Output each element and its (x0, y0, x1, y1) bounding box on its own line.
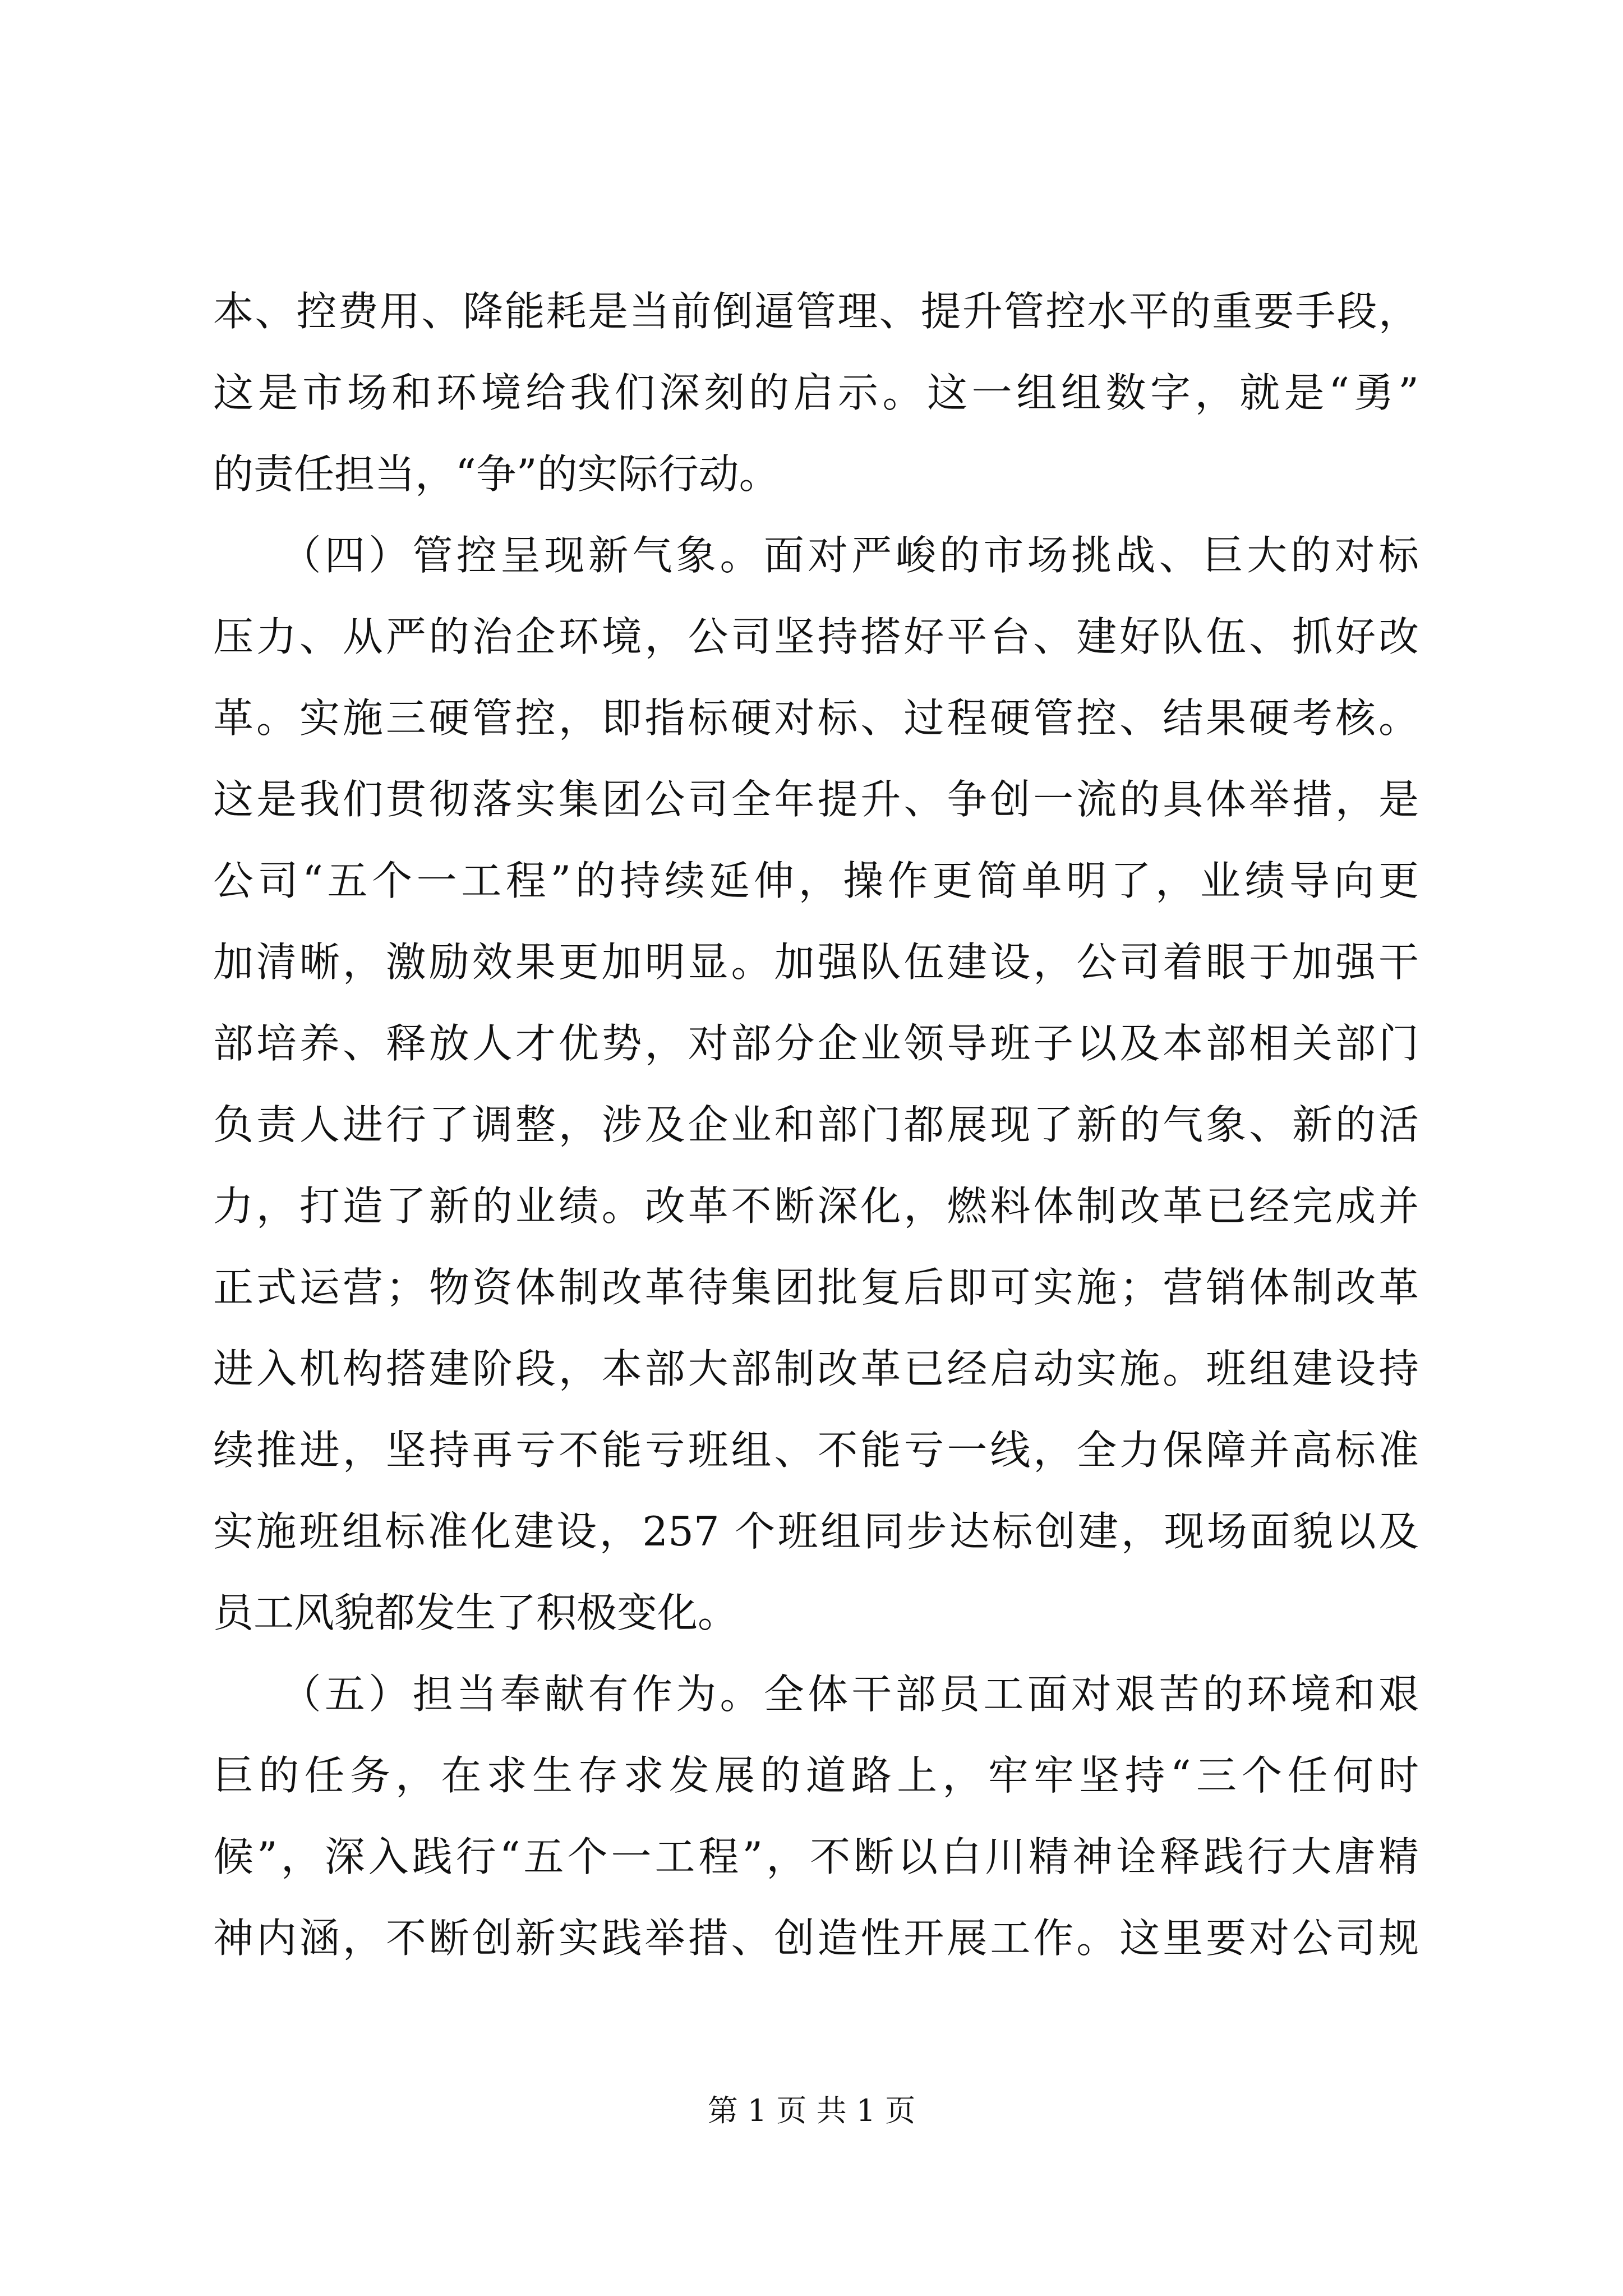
body-text-line: 压力、从严的治企环境，公司坚持搭好平台、建好队伍、抓好改 (213, 613, 1419, 660)
body-text-line: 力，打造了新的业绩。改革不断深化，燃料体制改革已经完成并 (213, 1182, 1419, 1230)
body-text-line: 的责任担当，“争”的实际行动。 (213, 450, 780, 498)
body-text-line: 负责人进行了调整，涉及企业和部门都展现了新的气象、新的活 (213, 1101, 1419, 1148)
body-text-line: 本、控费用、降能耗是当前倒逼管理、提升管控水平的重要手段， (213, 288, 1419, 335)
body-text-line: 巨的任务，在求生存求发展的道路上，牢牢坚持“三个任何时 (213, 1752, 1419, 1799)
body-text-line: 这是我们贯彻落实集团公司全年提升、争创一流的具体举措，是 (213, 776, 1419, 823)
body-text-line: 革。实施三硬管控，即指标硬对标、过程硬管控、结果硬考核。 (213, 694, 1419, 742)
body-text-line: 候”，深入践行“五个一工程”，不断以白川精神诠释践行大唐精 (213, 1833, 1419, 1880)
body-text-line: 进入机构搭建阶段，本部大部制改革已经启动实施。班组建设持 (213, 1345, 1419, 1392)
body-text-line: 实施班组标准化建设，257 个班组同步达标创建，现场面貌以及 (213, 1508, 1419, 1555)
body-text-line: （四）管控呈现新气象。面对严峻的市场挑战、巨大的对标 (213, 532, 1419, 579)
body-text-line: 加清晰，激励效果更加明显。加强队伍建设，公司着眼于加强干 (213, 938, 1419, 986)
body-text-line: 员工风貌都发生了积极变化。 (213, 1589, 739, 1636)
body-text-line: 正式运营；物资体制改革待集团批复后即可实施；营销体制改革 (213, 1264, 1419, 1311)
body-text-line: 这是市场和环境给我们深刻的启示。这一组组数字，就是“勇” (213, 369, 1419, 416)
body-text-line: 部培养、释放人才优势，对部分企业领导班子以及本部相关部门 (213, 1020, 1419, 1067)
body-text-line: 神内涵，不断创新实践举措、创造性开展工作。这里要对公司规 (213, 1915, 1419, 1962)
body-text-line: 公司“五个一工程”的持续延伸，操作更简单明了，业绩导向更 (213, 857, 1419, 904)
body-text-line: 续推进，坚持再亏不能亏班组、不能亏一线，全力保障并高标准 (213, 1427, 1419, 1474)
body-text-line: （五）担当奉献有作为。全体干部员工面对艰苦的环境和艰 (213, 1671, 1419, 1718)
page-number-footer: 第 1 页 共 1 页 (707, 2093, 916, 2128)
